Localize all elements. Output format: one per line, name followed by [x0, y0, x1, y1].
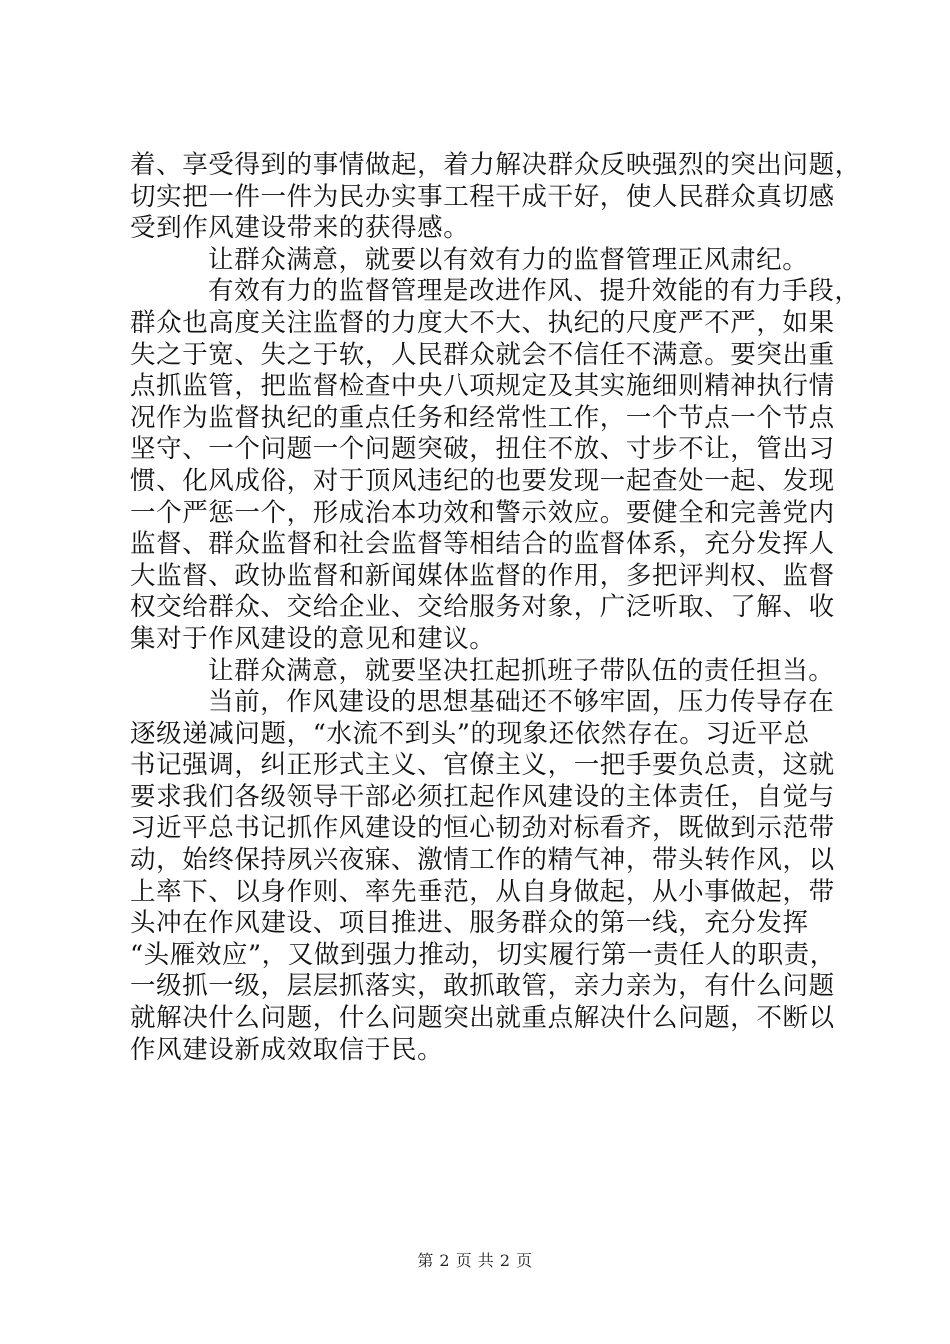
text-line: “头雁效应”，又做到强力推动，切实履行第一责任人的职责， — [130, 939, 836, 970]
section-heading: 让群众满意，就要以有效有力的监督管理正风肃纪。 — [208, 244, 809, 275]
text-line: 作风建设新成效取信于民。 — [130, 1034, 444, 1065]
text-line: 着、享受得到的事情做起，着力解决群众反映强烈的突出问题， — [130, 150, 861, 180]
text-line: 失之于宽、失之于软，人民群众就会不信任不满意。要突出重 — [130, 339, 835, 370]
text-line: 大监督、政协监督和新闻媒体监督的作用，多把评判权、监督 — [130, 560, 835, 591]
text-line: 切实把一件一件为民办实事工程干成干好，使人民群众真切感 — [130, 181, 835, 212]
text-line: 上率下、以身作则、率先垂范，从自身做起，从小事做起，带 — [130, 876, 835, 907]
text-line: 惯、化风成俗，对于顶风违纪的也要发现一起查处一起、发现 — [130, 465, 835, 496]
text-line: 就解决什么问题，什么问题突出就重点解决什么问题，不断以 — [130, 1003, 835, 1034]
page-footer — [0, 1248, 950, 1271]
text-line: 习近平总书记抓作风建设的恒心韧劲对标看齐，既做到示范带 — [130, 813, 835, 844]
text-line: 书记强调，纠正形式主义、官僚主义，一把手要负总责，这就 — [130, 750, 835, 781]
text-line: 要求我们各级领导干部必须扛起作风建设的主体责任，自觉与 — [130, 781, 835, 812]
paragraph-start-line: 当前，作风建设的思想基础还不够牢固，压力传导存在 — [208, 687, 835, 718]
paragraph-start-line: 有效有力的监督管理是改进作风、提升效能的有力手段， — [208, 276, 861, 307]
text-line: 受到作风建设带来的获得感。 — [130, 213, 470, 244]
text-line: 监督、群众监督和社会监督等相结合的监督体系，充分发挥人 — [130, 529, 835, 560]
text-line: 一个严惩一个，形成治本功效和警示效应。要健全和完善党内 — [130, 497, 835, 528]
document-body — [130, 150, 861, 1066]
text-line: 头冲在作风建设、项目推进、服务群众的第一线，充分发挥 — [130, 908, 809, 939]
text-line: 点抓监管，把监督检查中央八项规定及其实施细则精神执行情 — [130, 371, 835, 402]
text-line: 逐级递减问题，“水流不到头”的现象还依然存在。习近平总 — [130, 718, 810, 749]
text-line: 集对于作风建设的意见和建议。 — [130, 623, 496, 654]
text-line: 一级抓一级，层层抓落实，敢抓敢管，亲力亲为，有什么问题 — [130, 971, 835, 1002]
text-line: 权交给群众、交给企业、交给服务对象，广泛听取、了解、收 — [130, 592, 835, 623]
text-line: 况作为监督执纪的重点任务和经常性工作，一个节点一个节点 — [130, 402, 835, 433]
text-line: 动，始终保持夙兴夜寐、激情工作的精气神，带头转作风，以 — [130, 845, 835, 876]
page-number: 第 2 页 共 2 页 — [417, 1251, 533, 1270]
section-heading: 让群众满意，就要坚决扛起抓班子带队伍的责任担当。 — [208, 655, 835, 686]
text-line: 群众也高度关注监督的力度大不大、执纪的尺度严不严，如果 — [130, 307, 835, 338]
text-line: 坚守、一个问题一个问题突破，扭住不放、寸步不让，管出习 — [130, 434, 835, 465]
